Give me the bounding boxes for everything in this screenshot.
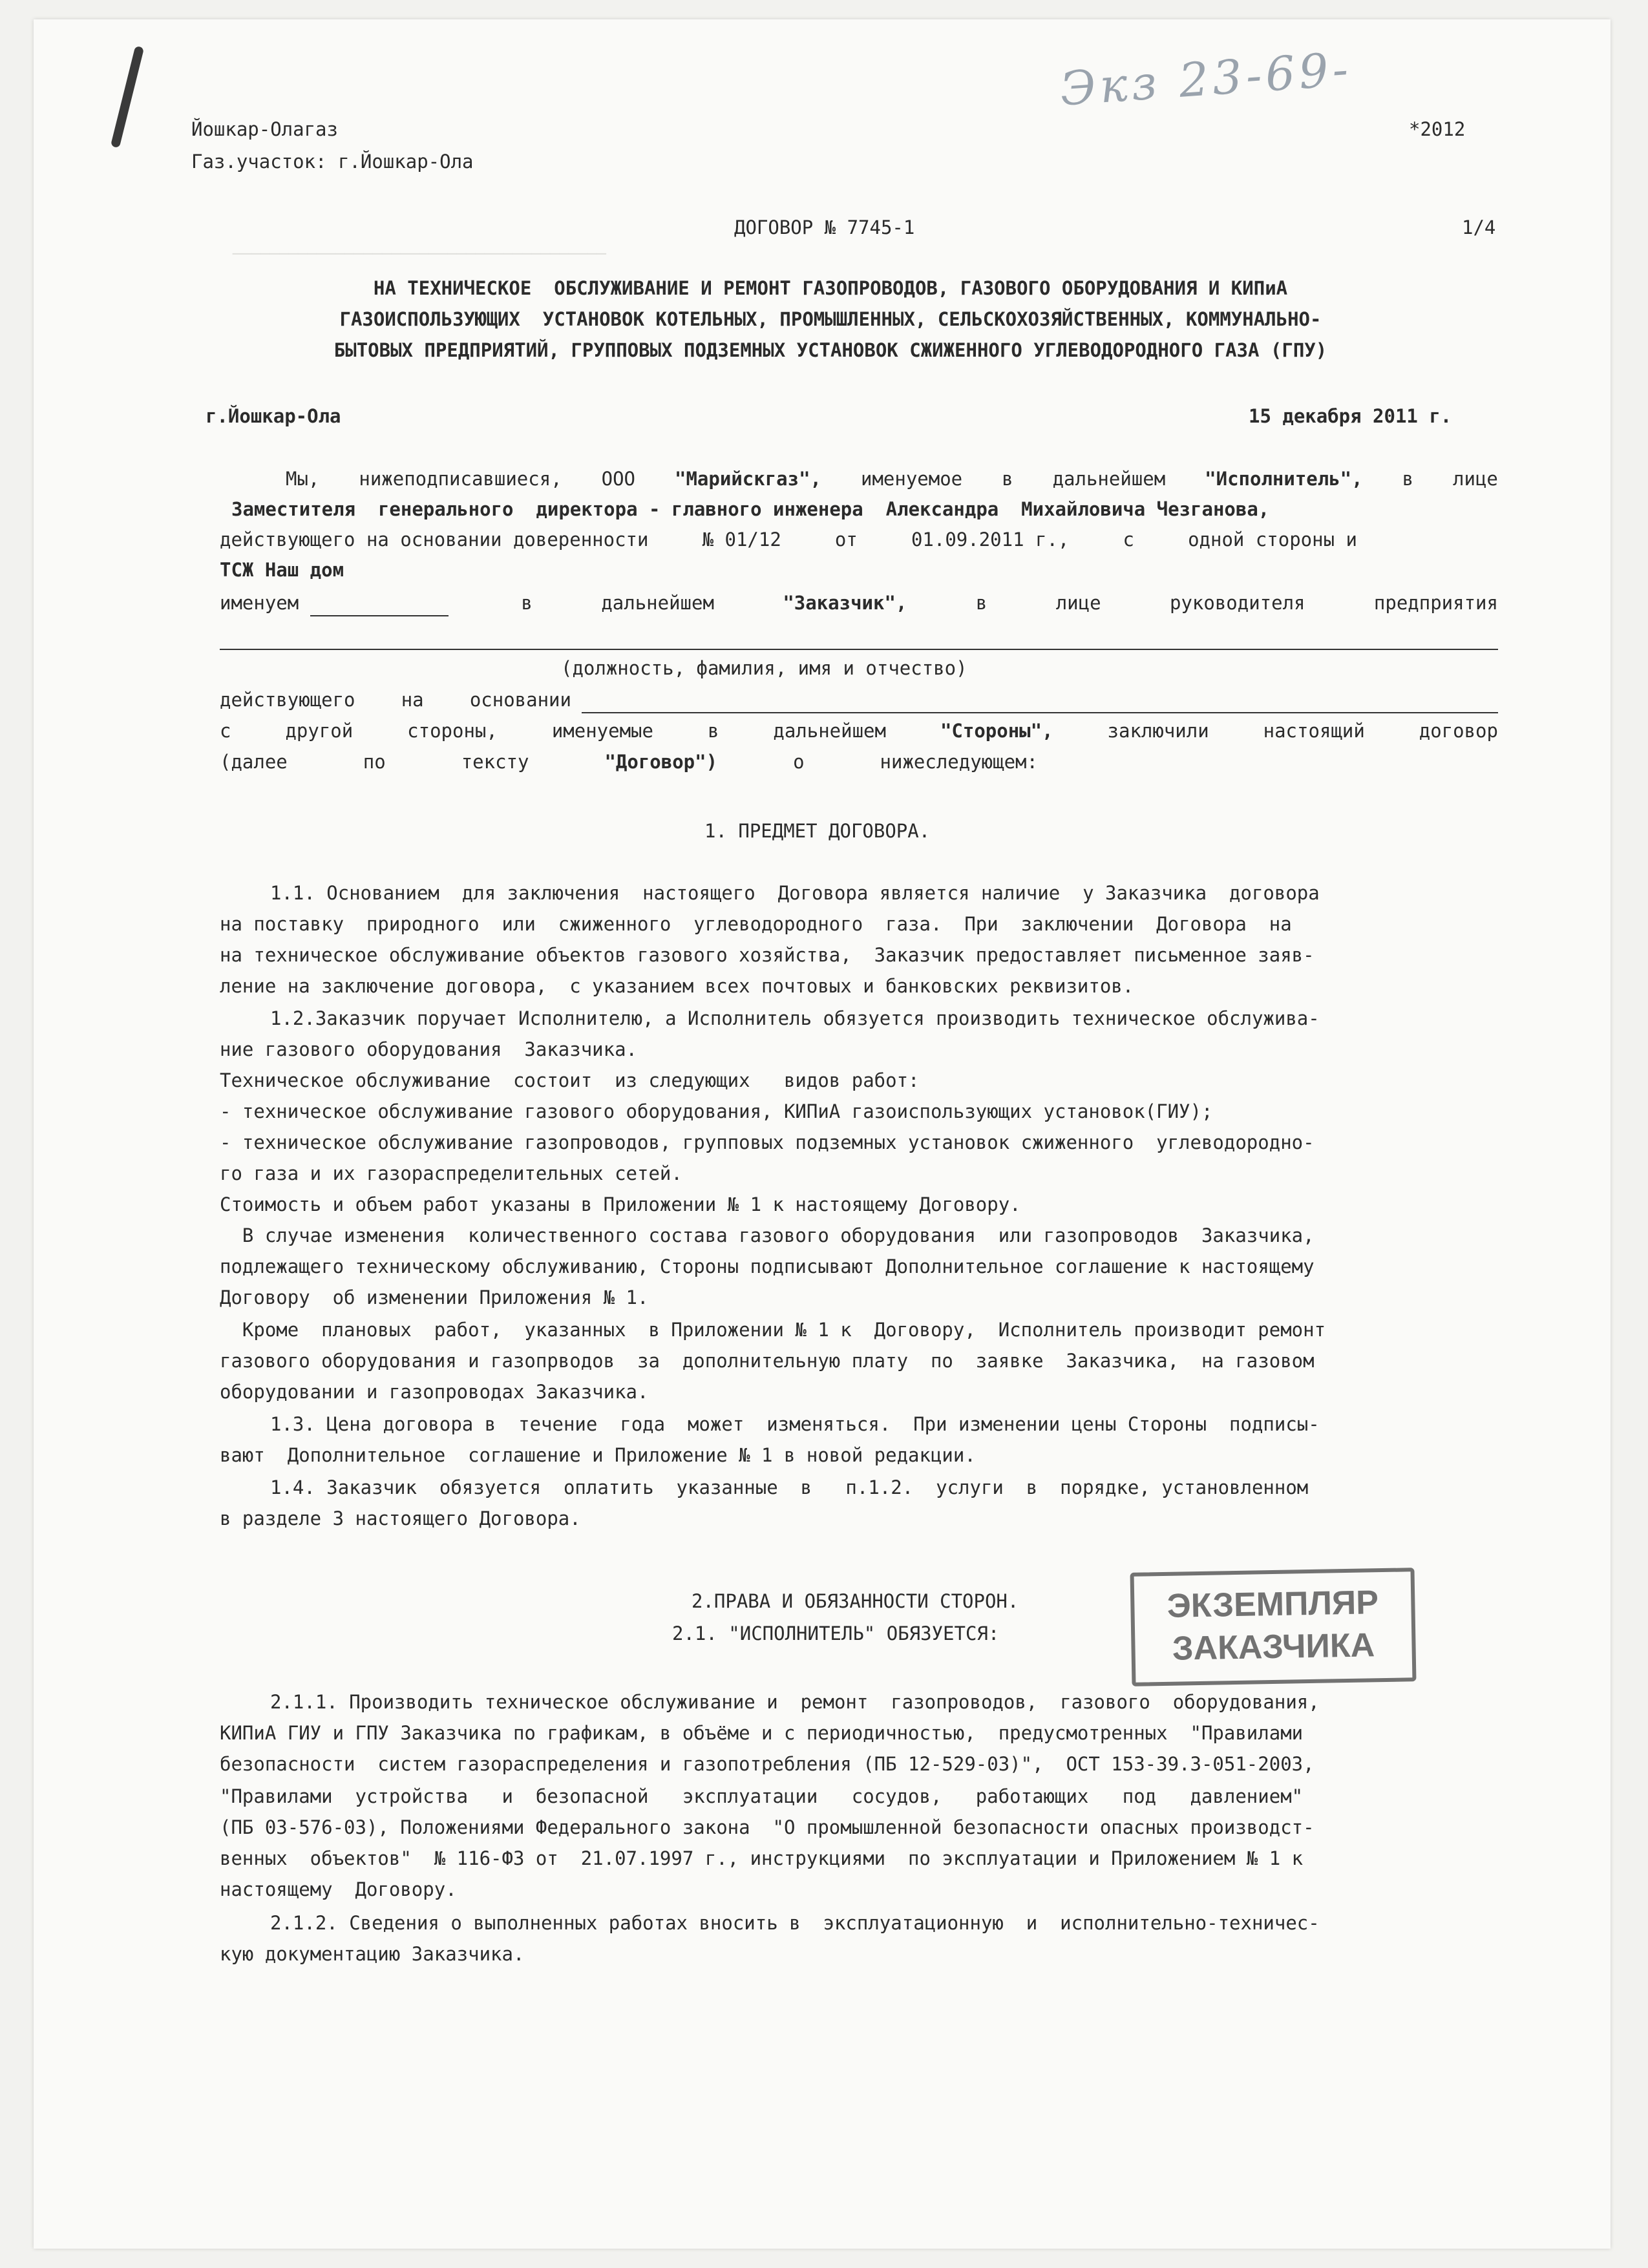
s1-line: В случае изменения количественного состава газового оборудования или газопроводов Заказчика,: [220, 1224, 1315, 1246]
preamble-line-5: именуем в дальнейшем "Заказчик", в лице руководителя предприятия: [220, 592, 1498, 614]
s2-line: кую документацию Заказчика.: [220, 1943, 525, 1965]
section-1-heading: 1. ПРЕДМЕТ ДОГОВОРА.: [704, 820, 931, 842]
section-2-1-heading: 2.1. "ИСПОЛНИТЕЛЬ" ОБЯЗУЕТСЯ:: [672, 1622, 1000, 1644]
preamble-line-8: (далее по тексту "Договор") о нижеследующем:: [220, 751, 1038, 773]
customer-name: ТСЖ Наш дом: [220, 559, 344, 581]
s2-line: (ПБ 03-576-03), Положениями Федерального закона "О промышленной безопасности опасных производст-: [220, 1816, 1315, 1838]
s1-line: на техническое обслуживание объектов газового хозяйства, Заказчик предоставляет письменное заяв-: [220, 944, 1315, 966]
section-2-heading: 2.ПРАВА И ОБЯЗАННОСТИ СТОРОН.: [692, 1590, 1019, 1612]
s1-line: Кроме плановых работ, указанных в Приложении № 1 к Договору, Исполнитель производит ремонт: [220, 1319, 1326, 1341]
s1-line: ление на заключение договора, с указанием всех почтовых и банковских реквизитов.: [220, 975, 1134, 997]
preamble-line-7: с другой стороны, именуемые в дальнейшем "Стороны", заключили настоящий договор: [220, 720, 1498, 742]
contract-place: г.Йошкар-Ола: [206, 405, 341, 427]
s1-line: 1.3. Цена договора в течение года может изменяться. При изменении цены Стороны подписы-: [270, 1413, 1320, 1435]
s2-line: венных объектов" № 116-ФЗ от 21.07.1997 г., инструкциями по эксплуатации и Приложением № 1 к: [220, 1847, 1304, 1869]
s1-line: газового оборудования и газопрводов за дополнительную плату по заявке Заказчика, на газовом: [220, 1350, 1315, 1372]
header-code: *2012: [1409, 118, 1466, 140]
preamble-line-3: действующего на основании доверенности № 01/12 от 01.09.2011 г., с одной стороны и: [220, 529, 1357, 551]
s1-line: - техническое обслуживание газового оборудования, КИПиА газоиспользующих установок(ГИУ);: [220, 1100, 1213, 1122]
preamble-line-1: Мы, нижеподписавшиеся, ООО "Марийскгаз", именуемое в дальнейшем "Исполнитель", в лице: [286, 468, 1498, 490]
s2-line: "Правилами устройства и безопасной эксплуатации сосудов, работающих под давлением": [220, 1785, 1304, 1807]
s1-line: Техническое обслуживание состоит из следующих видов работ:: [220, 1069, 920, 1091]
basis-line: [582, 712, 1498, 713]
s1-line: подлежащего техническому обслуживанию, Стороны подписывают Дополнительное соглашение к настоящему: [220, 1255, 1315, 1277]
s1-line: в разделе 3 настоящего Договора.: [220, 1507, 581, 1529]
header-unit: Газ.участок: г.Йошкар-Ола: [191, 151, 474, 173]
s2-line: 2.1.2. Сведения о выполненных работах вносить в эксплуатационную и исполнительно-техничес-: [270, 1912, 1320, 1934]
s1-line: оборудовании и газопроводах Заказчика.: [220, 1381, 649, 1403]
contract-date: 15 декабря 2011 г.: [1249, 405, 1452, 427]
s1-line: - техническое обслуживание газопроводов, групповых подземных установок сжиженного углеводородно-: [220, 1131, 1315, 1153]
contract-number: ДОГОВОР № 7745-1: [734, 216, 915, 238]
handwritten-note: Экз 23-69-: [1058, 41, 1354, 116]
s2-line: КИПиА ГИУ и ГПУ Заказчика по графикам, в объёме и с периодичностью, предусмотренных "Правилами: [220, 1722, 1304, 1744]
preamble-line-6: действующего на основании: [220, 689, 571, 711]
header-org: Йошкар-Олагаз: [191, 118, 338, 140]
signatory-caption: (должность, фамилия, имя и отчество): [561, 657, 967, 679]
title-line-3: БЫТОВЫХ ПРЕДПРИЯТИЙ, ГРУППОВЫХ ПОДЗЕМНЫХ УСТАНОВОК СЖИЖЕННОГО УГЛЕВОДОРОДНОГО ГАЗА (ГПУ): [333, 339, 1327, 361]
title-line-2: ГАЗОИСПОЛЬЗУЮЩИХ УСТАНОВОК КОТЕЛЬНЫХ, ПРОМЫШЛЕННЫХ, СЕЛЬСКОХОЗЯЙСТВЕННЫХ, КОММУНАЛЬНО-: [339, 308, 1322, 330]
s2-line: 2.1.1. Производить техническое обслуживание и ремонт газопроводов, газового оборудования,: [270, 1691, 1320, 1713]
s1-line: 1.2.Заказчик поручает Исполнителю, а Исполнитель обязуется производить техническое обслужива-: [270, 1007, 1320, 1029]
bleed-through-text: ────────────────────────────────────────: [233, 245, 606, 263]
title-line-1: НА ТЕХНИЧЕСКОЕ ОБСЛУЖИВАНИЕ И РЕМОНТ ГАЗОПРОВОДОВ, ГАЗОВОГО ОБОРУДОВАНИЯ И КИПиА: [373, 277, 1288, 299]
s2-line: настоящему Договору.: [220, 1878, 457, 1900]
s1-line: Договору об изменении Приложения № 1.: [220, 1286, 649, 1308]
signatory-name-line: [220, 649, 1498, 650]
s1-line: 1.4. Заказчик обязуется оплатить указанные в п.1.2. услуги в порядке, установленном: [270, 1476, 1309, 1498]
s1-line: на поставку природного или сжиженного углеводородного газа. При заключении Договора на: [220, 913, 1292, 935]
s2-line: безопасности систем газораспределения и газопотребления (ПБ 12-529-03)", ОСТ 153-39.3-051-2003,: [220, 1753, 1315, 1775]
preamble-line-2: Заместителя генерального директора - главного инженера Александра Михайловича Чезганова,: [231, 498, 1270, 520]
s1-line: вают Дополнительное соглашение и Приложение № 1 в новой редакции.: [220, 1444, 976, 1466]
customer-copy-stamp: ЭКЗЕМПЛЯР ЗАКАЗЧИКА: [1130, 1568, 1416, 1686]
fill-in-line: [310, 615, 449, 616]
s1-line: 1.1. Основанием для заключения настоящего Договора является наличие у Заказчика договора: [270, 882, 1320, 904]
s1-line: Стоимость и объем работ указаны в Приложении № 1 к настоящему Договору.: [220, 1193, 1021, 1215]
s1-line: ние газового оборудования Заказчика.: [220, 1038, 638, 1060]
page-number: 1/4: [1462, 216, 1496, 238]
s1-line: го газа и их газораспределительных сетей.: [220, 1162, 682, 1184]
